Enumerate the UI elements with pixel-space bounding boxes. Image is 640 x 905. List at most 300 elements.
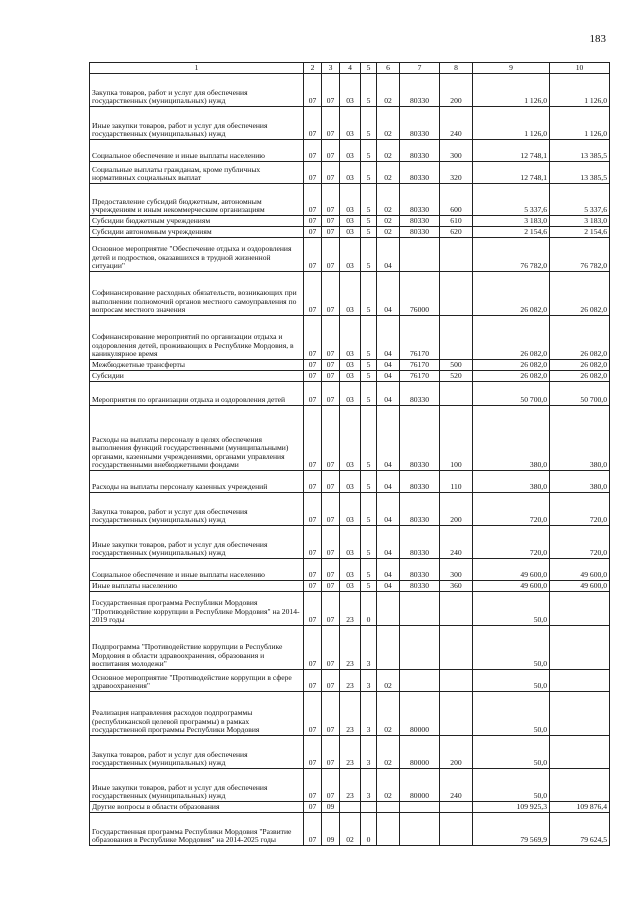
table-row <box>90 626 610 670</box>
section-code-cell: 07 <box>304 216 322 227</box>
row-name-cell: Социальные выплаты гражданам, кроме публичных нормативных социальных выплат <box>90 162 304 184</box>
amount-year2-cell: 3 183,0 <box>550 216 610 227</box>
table-row <box>90 813 610 846</box>
amount-year2-cell: 76 782,0 <box>550 238 610 272</box>
program-code-cell: 03 <box>340 238 361 272</box>
section-code-cell: 07 <box>304 406 322 471</box>
amount-year1-cell: 380,0 <box>473 406 550 471</box>
activity-code-cell: 04 <box>377 526 400 559</box>
activity-code-cell: 02 <box>377 74 400 107</box>
section-code-cell: 07 <box>304 238 322 272</box>
amount-year2-cell: 26 082,0 <box>550 272 610 316</box>
activity-code-cell: 04 <box>377 406 400 471</box>
section-code-cell: 07 <box>304 692 322 736</box>
row-name-cell: Мероприятия по организации отдыха и оздоровления детей <box>90 382 304 406</box>
subsection-code-cell: 07 <box>322 238 340 272</box>
expense-type-cell: 200 <box>440 74 473 107</box>
direction-code-cell: 80330 <box>400 140 440 162</box>
section-code-cell: 07 <box>304 626 322 670</box>
direction-code-cell: 80330 <box>400 559 440 581</box>
section-code-cell: 07 <box>304 162 322 184</box>
subsection-code-cell: 07 <box>322 581 340 592</box>
activity-code-cell <box>377 802 400 813</box>
table-row <box>90 692 610 736</box>
amount-year1-cell: 79 569,9 <box>473 813 550 846</box>
row-name-cell: Предоставление субсидий бюджетным, автономным учреждениям и иным некоммерческим организациям <box>90 184 304 216</box>
column-header-10: 10 <box>550 63 610 74</box>
expense-type-cell: 100 <box>440 406 473 471</box>
subprogram-code-cell: 5 <box>361 526 377 559</box>
row-name-cell: Софинансирование мероприятий по организации отдыха и оздоровления детей, проживающих в Республике Мордовия, в каникулярное время <box>90 316 304 360</box>
amount-year1-cell: 50,0 <box>473 626 550 670</box>
row-name-cell: Иные закупки товаров, работ и услуг для обеспечения государственных (муниципальных) нужд <box>90 107 304 140</box>
subsection-code-cell: 07 <box>322 316 340 360</box>
program-code-cell: 03 <box>340 74 361 107</box>
direction-code-cell <box>400 238 440 272</box>
amount-year2-cell: 79 624,5 <box>550 813 610 846</box>
subprogram-code-cell: 5 <box>361 140 377 162</box>
subprogram-code-cell: 5 <box>361 184 377 216</box>
activity-code-cell: 02 <box>377 769 400 802</box>
expense-type-cell: 620 <box>440 227 473 238</box>
subprogram-code-cell: 5 <box>361 272 377 316</box>
amount-year2-cell: 1 126,0 <box>550 74 610 107</box>
row-name-cell: Социальное обеспечение и иные выплаты населению <box>90 140 304 162</box>
column-header-2: 2 <box>304 63 322 74</box>
table-row <box>90 107 610 140</box>
program-code-cell: 03 <box>340 559 361 581</box>
table-row <box>90 360 610 371</box>
row-name-cell: Иные выплаты населению <box>90 581 304 592</box>
expense-type-cell: 200 <box>440 493 473 526</box>
subsection-code-cell: 07 <box>322 526 340 559</box>
program-code-cell: 23 <box>340 769 361 802</box>
subsection-code-cell: 07 <box>322 626 340 670</box>
direction-code-cell: 80000 <box>400 769 440 802</box>
amount-year1-cell: 50 700,0 <box>473 382 550 406</box>
subprogram-code-cell: 5 <box>361 107 377 140</box>
subsection-code-cell: 07 <box>322 382 340 406</box>
subprogram-code-cell: 3 <box>361 626 377 670</box>
direction-code-cell <box>400 802 440 813</box>
amount-year1-cell: 26 082,0 <box>473 316 550 360</box>
row-name-cell: Основное мероприятие "Противодействие коррупции в сфере здравоохранения" <box>90 670 304 692</box>
section-code-cell: 07 <box>304 813 322 846</box>
row-name-cell: Субсидии автономным учреждениям <box>90 227 304 238</box>
subprogram-code-cell: 5 <box>361 559 377 581</box>
direction-code-cell: 80330 <box>400 526 440 559</box>
row-name-cell: Софинансирование расходных обязательств, возникающих при выполнении полномочий органов местного самоуправления по вопросам местного значения <box>90 272 304 316</box>
direction-code-cell: 80330 <box>400 581 440 592</box>
expense-type-cell: 300 <box>440 140 473 162</box>
program-code-cell: 03 <box>340 162 361 184</box>
activity-code-cell: 02 <box>377 162 400 184</box>
activity-code-cell: 04 <box>377 272 400 316</box>
activity-code-cell: 04 <box>377 581 400 592</box>
subsection-code-cell: 07 <box>322 140 340 162</box>
row-name-cell: Расходы на выплаты персоналу в целях обеспечения выполнения функций государственными (муниципальными) органами, казенными учреждениями, органами управления государственными внебюджетными фондами <box>90 406 304 471</box>
subsection-code-cell: 07 <box>322 559 340 581</box>
program-code-cell: 02 <box>340 813 361 846</box>
expense-type-cell <box>440 813 473 846</box>
expense-type-cell: 240 <box>440 526 473 559</box>
subsection-code-cell: 07 <box>322 406 340 471</box>
amount-year1-cell: 1 126,0 <box>473 107 550 140</box>
section-code-cell: 07 <box>304 184 322 216</box>
section-code-cell: 07 <box>304 382 322 406</box>
subsection-code-cell: 07 <box>322 471 340 493</box>
table-row <box>90 406 610 471</box>
activity-code-cell: 04 <box>377 471 400 493</box>
direction-code-cell: 80000 <box>400 692 440 736</box>
header-row <box>90 63 610 74</box>
expense-type-cell: 360 <box>440 581 473 592</box>
program-code-cell: 03 <box>340 272 361 316</box>
section-code-cell: 07 <box>304 316 322 360</box>
column-header-7: 7 <box>400 63 440 74</box>
direction-code-cell: 76170 <box>400 316 440 360</box>
column-header-6: 6 <box>377 63 400 74</box>
expense-type-cell: 240 <box>440 769 473 802</box>
program-code-cell: 23 <box>340 626 361 670</box>
program-code-cell: 23 <box>340 736 361 769</box>
amount-year2-cell: 720,0 <box>550 526 610 559</box>
subprogram-code-cell: 5 <box>361 581 377 592</box>
activity-code-cell: 04 <box>377 238 400 272</box>
activity-code-cell: 04 <box>377 371 400 382</box>
table-row <box>90 592 610 626</box>
subsection-code-cell: 07 <box>322 736 340 769</box>
activity-code-cell: 02 <box>377 107 400 140</box>
program-code-cell: 03 <box>340 140 361 162</box>
amount-year2-cell: 720,0 <box>550 493 610 526</box>
table-row <box>90 216 610 227</box>
row-name-cell: Расходы на выплаты персоналу казенных учреждений <box>90 471 304 493</box>
subsection-code-cell: 07 <box>322 692 340 736</box>
row-name-cell: Иные закупки товаров, работ и услуг для обеспечения государственных (муниципальных) нужд <box>90 526 304 559</box>
subsection-code-cell: 07 <box>322 74 340 107</box>
section-code-cell: 07 <box>304 471 322 493</box>
amount-year1-cell: 12 748,1 <box>473 140 550 162</box>
subprogram-code-cell: 5 <box>361 371 377 382</box>
expense-type-cell <box>440 316 473 360</box>
row-name-cell: Межбюджетные трансферты <box>90 360 304 371</box>
page-number: 183 <box>589 33 606 45</box>
amount-year2-cell: 26 082,0 <box>550 371 610 382</box>
direction-code-cell <box>400 626 440 670</box>
column-header-1: 1 <box>90 63 304 74</box>
section-code-cell: 07 <box>304 581 322 592</box>
subprogram-code-cell: 3 <box>361 769 377 802</box>
amount-year1-cell: 1 126,0 <box>473 74 550 107</box>
table-row <box>90 802 610 813</box>
row-name-cell: Субсидии <box>90 371 304 382</box>
amount-year1-cell: 26 082,0 <box>473 371 550 382</box>
table-body <box>90 74 610 846</box>
subsection-code-cell: 07 <box>322 107 340 140</box>
row-name-cell: Закупка товаров, работ и услуг для обеспечения государственных (муниципальных) нужд <box>90 493 304 526</box>
amount-year2-cell: 1 126,0 <box>550 107 610 140</box>
direction-code-cell: 80330 <box>400 216 440 227</box>
subsection-code-cell: 07 <box>322 592 340 626</box>
expense-type-cell: 240 <box>440 107 473 140</box>
amount-year1-cell: 12 748,1 <box>473 162 550 184</box>
column-header-3: 3 <box>322 63 340 74</box>
expense-type-cell <box>440 272 473 316</box>
section-code-cell: 07 <box>304 227 322 238</box>
row-name-cell: Основное мероприятие "Обеспечение отдыха и оздоровления детей и подростков, оказавшихся в трудной жизненной ситуации" <box>90 238 304 272</box>
table-row <box>90 581 610 592</box>
program-code-cell: 03 <box>340 216 361 227</box>
direction-code-cell: 80330 <box>400 406 440 471</box>
amount-year2-cell: 13 385,5 <box>550 140 610 162</box>
activity-code-cell: 04 <box>377 360 400 371</box>
column-header-5: 5 <box>361 63 377 74</box>
program-code-cell: 03 <box>340 581 361 592</box>
subsection-code-cell: 07 <box>322 162 340 184</box>
subsection-code-cell: 07 <box>322 272 340 316</box>
amount-year1-cell: 5 337,6 <box>473 184 550 216</box>
subsection-code-cell: 07 <box>322 360 340 371</box>
column-header-4: 4 <box>340 63 361 74</box>
activity-code-cell <box>377 813 400 846</box>
expense-type-cell: 610 <box>440 216 473 227</box>
amount-year1-cell: 50,0 <box>473 769 550 802</box>
subsection-code-cell: 07 <box>322 670 340 692</box>
subprogram-code-cell: 5 <box>361 227 377 238</box>
table-row <box>90 736 610 769</box>
column-header-9: 9 <box>473 63 550 74</box>
subprogram-code-cell: 0 <box>361 813 377 846</box>
program-code-cell: 03 <box>340 371 361 382</box>
amount-year1-cell: 50,0 <box>473 692 550 736</box>
amount-year2-cell <box>550 670 610 692</box>
subsection-code-cell: 07 <box>322 371 340 382</box>
program-code-cell: 03 <box>340 360 361 371</box>
subprogram-code-cell: 5 <box>361 406 377 471</box>
budget-table-container <box>89 62 609 846</box>
direction-code-cell <box>400 592 440 626</box>
subprogram-code-cell: 5 <box>361 316 377 360</box>
subprogram-code-cell: 3 <box>361 670 377 692</box>
amount-year1-cell: 50,0 <box>473 736 550 769</box>
amount-year2-cell: 380,0 <box>550 406 610 471</box>
table-row <box>90 238 610 272</box>
section-code-cell: 07 <box>304 769 322 802</box>
direction-code-cell: 80330 <box>400 493 440 526</box>
section-code-cell: 07 <box>304 371 322 382</box>
budget-table <box>89 62 610 846</box>
subprogram-code-cell: 0 <box>361 592 377 626</box>
subprogram-code-cell: 5 <box>361 360 377 371</box>
subprogram-code-cell: 5 <box>361 74 377 107</box>
activity-code-cell <box>377 626 400 670</box>
program-code-cell: 03 <box>340 526 361 559</box>
table-row <box>90 316 610 360</box>
table-row <box>90 140 610 162</box>
subprogram-code-cell: 5 <box>361 238 377 272</box>
activity-code-cell: 02 <box>377 140 400 162</box>
direction-code-cell <box>400 813 440 846</box>
activity-code-cell: 02 <box>377 184 400 216</box>
direction-code-cell: 80330 <box>400 227 440 238</box>
table-row <box>90 74 610 107</box>
subsection-code-cell: 07 <box>322 493 340 526</box>
direction-code-cell: 76170 <box>400 360 440 371</box>
section-code-cell: 07 <box>304 140 322 162</box>
amount-year1-cell: 380,0 <box>473 471 550 493</box>
table-row <box>90 670 610 692</box>
section-code-cell: 07 <box>304 670 322 692</box>
amount-year2-cell: 49 600,0 <box>550 581 610 592</box>
table-row <box>90 526 610 559</box>
amount-year1-cell: 26 082,0 <box>473 360 550 371</box>
expense-type-cell <box>440 238 473 272</box>
activity-code-cell: 02 <box>377 670 400 692</box>
direction-code-cell: 80330 <box>400 382 440 406</box>
section-code-cell: 07 <box>304 736 322 769</box>
row-name-cell: Государственная программа Республики Мордовия "Развитие образования в Республике Мордовия" на 2014-2025 годы <box>90 813 304 846</box>
section-code-cell: 07 <box>304 272 322 316</box>
expense-type-cell <box>440 626 473 670</box>
activity-code-cell: 04 <box>377 559 400 581</box>
direction-code-cell: 76170 <box>400 371 440 382</box>
expense-type-cell <box>440 670 473 692</box>
subsection-code-cell: 07 <box>322 184 340 216</box>
activity-code-cell: 04 <box>377 382 400 406</box>
table-row <box>90 272 610 316</box>
amount-year1-cell: 26 082,0 <box>473 272 550 316</box>
table-row <box>90 559 610 581</box>
expense-type-cell: 520 <box>440 371 473 382</box>
subprogram-code-cell: 3 <box>361 692 377 736</box>
table-row <box>90 184 610 216</box>
amount-year1-cell: 2 154,6 <box>473 227 550 238</box>
expense-type-cell: 110 <box>440 471 473 493</box>
amount-year1-cell: 50,0 <box>473 670 550 692</box>
activity-code-cell: 02 <box>377 227 400 238</box>
amount-year2-cell: 13 385,5 <box>550 162 610 184</box>
subprogram-code-cell <box>361 802 377 813</box>
amount-year2-cell <box>550 626 610 670</box>
program-code-cell: 03 <box>340 471 361 493</box>
program-code-cell: 03 <box>340 107 361 140</box>
expense-type-cell: 200 <box>440 736 473 769</box>
amount-year1-cell: 76 782,0 <box>473 238 550 272</box>
amount-year1-cell: 3 183,0 <box>473 216 550 227</box>
amount-year2-cell: 5 337,6 <box>550 184 610 216</box>
section-code-cell: 07 <box>304 360 322 371</box>
row-name-cell: Подпрограмма "Противодействие коррупции в Республике Мордовия в области здравоохранения, образования и воспитания молодежи" <box>90 626 304 670</box>
expense-type-cell <box>440 592 473 626</box>
direction-code-cell: 80330 <box>400 471 440 493</box>
expense-type-cell: 600 <box>440 184 473 216</box>
activity-code-cell: 04 <box>377 316 400 360</box>
subsection-code-cell: 07 <box>322 216 340 227</box>
amount-year2-cell: 109 876,4 <box>550 802 610 813</box>
section-code-cell: 07 <box>304 74 322 107</box>
direction-code-cell: 80330 <box>400 184 440 216</box>
table-row <box>90 493 610 526</box>
activity-code-cell: 02 <box>377 692 400 736</box>
activity-code-cell: 02 <box>377 736 400 769</box>
section-code-cell: 07 <box>304 559 322 581</box>
table-row <box>90 769 610 802</box>
row-name-cell: Реализация направления расходов подпрограммы (республиканской целевой программы) в рамках государственной программы Республики Мордовия <box>90 692 304 736</box>
expense-type-cell <box>440 802 473 813</box>
section-code-cell: 07 <box>304 592 322 626</box>
amount-year1-cell: 720,0 <box>473 493 550 526</box>
subprogram-code-cell: 5 <box>361 471 377 493</box>
program-code-cell: 23 <box>340 670 361 692</box>
amount-year2-cell <box>550 769 610 802</box>
subprogram-code-cell: 5 <box>361 216 377 227</box>
row-name-cell: Закупка товаров, работ и услуг для обеспечения государственных (муниципальных) нужд <box>90 736 304 769</box>
direction-code-cell: 80000 <box>400 736 440 769</box>
amount-year2-cell: 26 082,0 <box>550 360 610 371</box>
expense-type-cell: 500 <box>440 360 473 371</box>
section-code-cell: 07 <box>304 107 322 140</box>
subprogram-code-cell: 5 <box>361 493 377 526</box>
direction-code-cell: 80330 <box>400 162 440 184</box>
amount-year2-cell <box>550 692 610 736</box>
direction-code-cell: 80330 <box>400 107 440 140</box>
activity-code-cell: 02 <box>377 216 400 227</box>
subprogram-code-cell: 5 <box>361 382 377 406</box>
program-code-cell: 23 <box>340 592 361 626</box>
expense-type-cell <box>440 692 473 736</box>
subsection-code-cell: 09 <box>322 813 340 846</box>
subprogram-code-cell: 3 <box>361 736 377 769</box>
table-row <box>90 382 610 406</box>
amount-year1-cell: 49 600,0 <box>473 559 550 581</box>
expense-type-cell: 320 <box>440 162 473 184</box>
row-name-cell: Субсидии бюджетным учреждениям <box>90 216 304 227</box>
amount-year2-cell <box>550 592 610 626</box>
direction-code-cell <box>400 670 440 692</box>
program-code-cell <box>340 802 361 813</box>
expense-type-cell <box>440 382 473 406</box>
amount-year1-cell: 720,0 <box>473 526 550 559</box>
table-row <box>90 371 610 382</box>
row-name-cell: Иные закупки товаров, работ и услуг для обеспечения государственных (муниципальных) нужд <box>90 769 304 802</box>
subprogram-code-cell: 5 <box>361 162 377 184</box>
section-code-cell: 07 <box>304 493 322 526</box>
row-name-cell: Государственная программа Республики Мордовия "Противодействие коррупции в Республике Мордовия" на 2014-2019 годы <box>90 592 304 626</box>
amount-year1-cell: 50,0 <box>473 592 550 626</box>
activity-code-cell: 04 <box>377 493 400 526</box>
amount-year1-cell: 109 925,3 <box>473 802 550 813</box>
expense-type-cell: 300 <box>440 559 473 581</box>
section-code-cell: 07 <box>304 526 322 559</box>
table-row <box>90 471 610 493</box>
column-header-8: 8 <box>440 63 473 74</box>
row-name-cell: Закупка товаров, работ и услуг для обеспечения государственных (муниципальных) нужд <box>90 74 304 107</box>
program-code-cell: 03 <box>340 493 361 526</box>
amount-year2-cell <box>550 736 610 769</box>
program-code-cell: 03 <box>340 316 361 360</box>
amount-year2-cell: 26 082,0 <box>550 316 610 360</box>
subsection-code-cell: 07 <box>322 227 340 238</box>
direction-code-cell: 80330 <box>400 74 440 107</box>
amount-year2-cell: 2 154,6 <box>550 227 610 238</box>
amount-year2-cell: 380,0 <box>550 471 610 493</box>
amount-year2-cell: 50 700,0 <box>550 382 610 406</box>
amount-year1-cell: 49 600,0 <box>473 581 550 592</box>
table-row <box>90 227 610 238</box>
direction-code-cell: 76000 <box>400 272 440 316</box>
activity-code-cell <box>377 592 400 626</box>
